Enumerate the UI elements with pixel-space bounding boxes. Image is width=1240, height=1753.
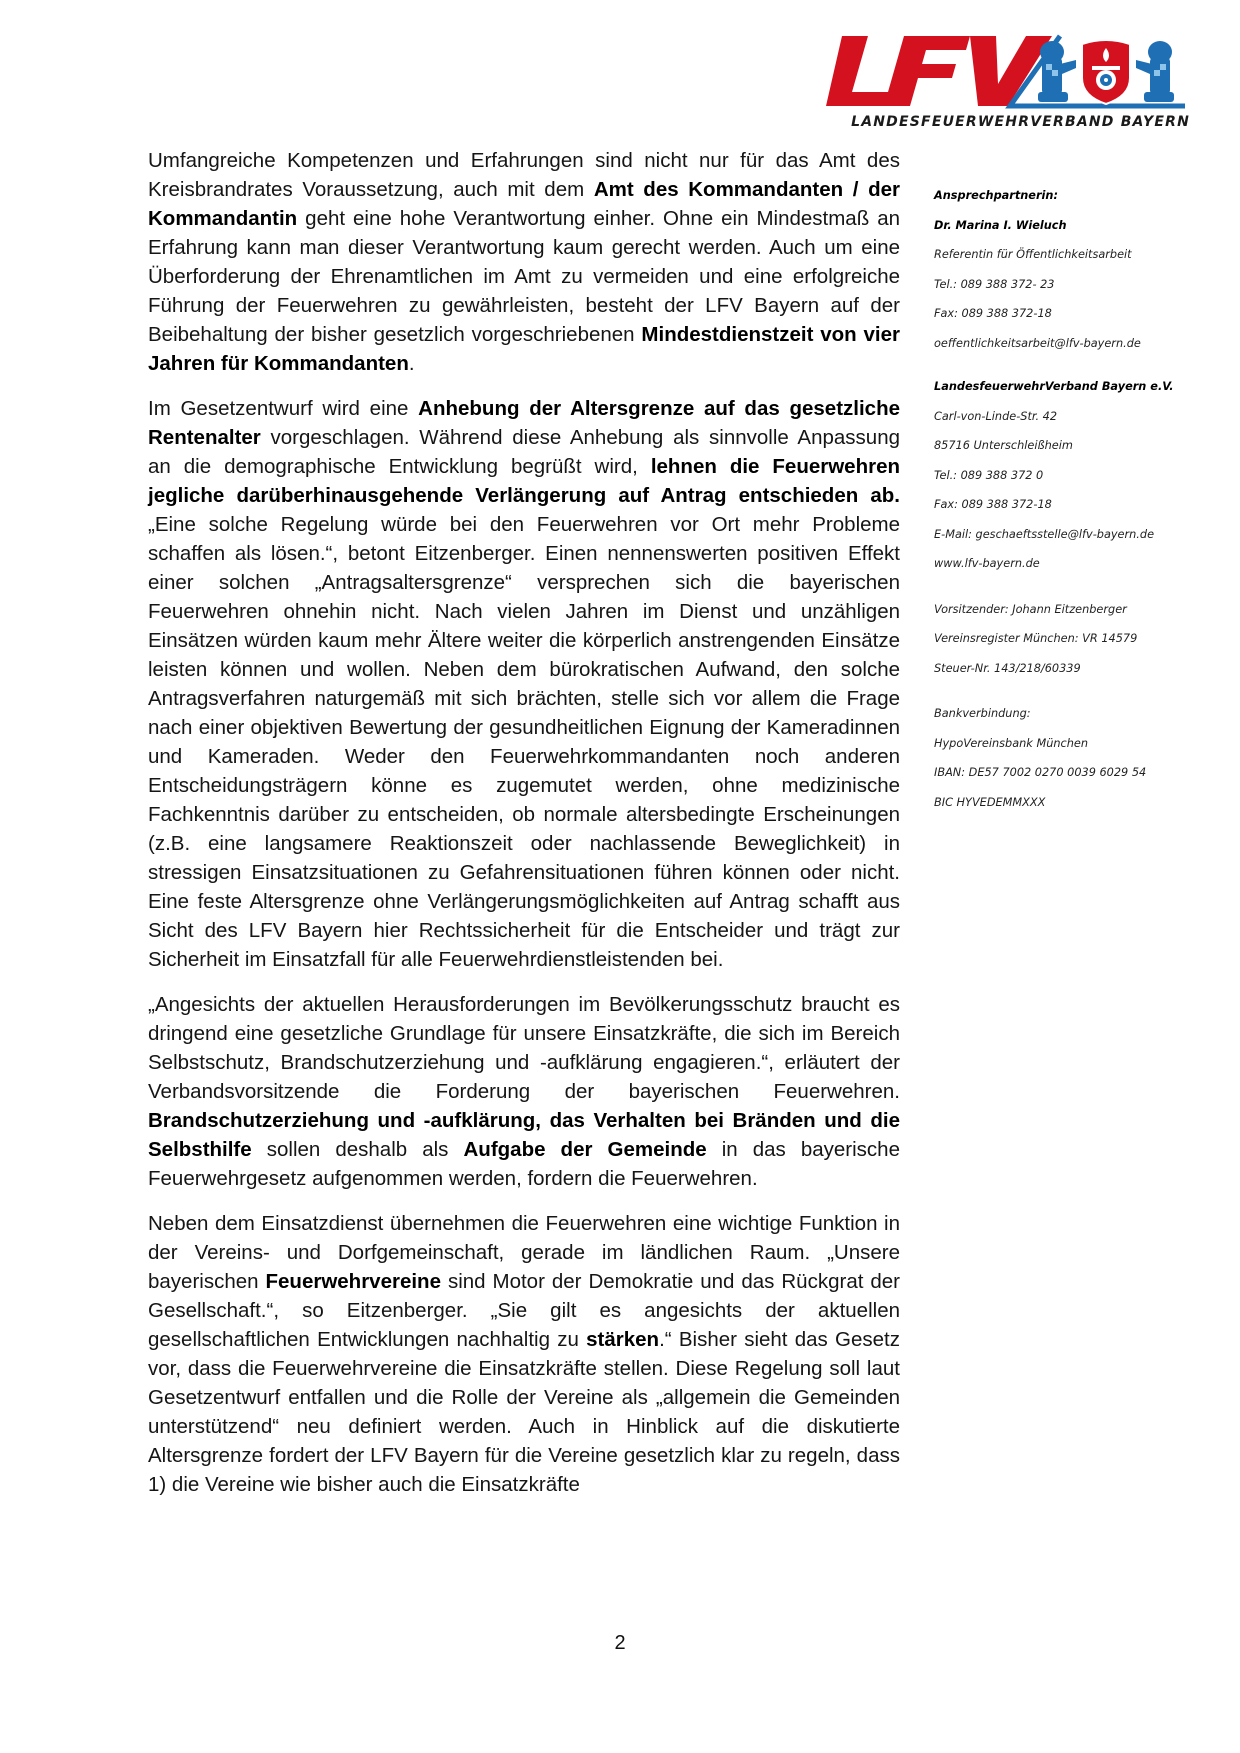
emphasis: Aufgabe der Gemeinde [463, 1138, 707, 1161]
org-street: Carl-von-Linde-Str. 42 [934, 409, 1058, 423]
org-tel: Tel.: 089 388 372 0 [934, 468, 1044, 482]
text: Im Gesetzentwurf wird eine [148, 397, 419, 420]
emphasis: Amt des Kommandanten / der Kommandantin [148, 178, 900, 230]
text: vorgeschlagen. Während diese Anhebung als sinnvolle Anpassung an die demographische Entwicklung begrüßt wird, [148, 426, 900, 478]
emphasis: Anhebung der Altersgrenze auf das gesetzliche Rentenalter [148, 397, 900, 449]
paragraph-commander-service [148, 146, 900, 378]
contact-sidebar [934, 188, 1204, 824]
org-email-link[interactable]: E-Mail: geschaeftsstelle@lfv-bayern.de [934, 527, 1155, 541]
text: „Angesichts der aktuellen Herausforderungen im Bevölkerungsschutz braucht es dringend eine gesetzliche Grundlage für unsere Einsatzkräfte, die sich im Bereich Selbstschutz, Brandschutzerziehung und -aufklärung engagieren.“, erläutert der Verbandsvorsitzende die Forderung der bayerischen Feuerwehren. [148, 993, 900, 1103]
bank-bic: BIC HYVEDEMMXXX [934, 795, 1046, 809]
text: . [408, 352, 415, 375]
contact-role: Referentin für Öffentlichkeitsarbeit [934, 248, 1132, 261]
org-city: 85716 Unterschleißheim [934, 439, 1073, 452]
text: sollen deshalb als [251, 1138, 464, 1161]
association-register: Vereinsregister München: VR 14579 [934, 632, 1138, 645]
text: Neben dem Einsatzdienst übernehmen die Feuerwehren eine wichtige Funktion in der Vereins- und Dorfgemeinschaft, gerade im ländlichen Raum. „Unsere bayerischen [148, 1212, 900, 1293]
org-name: LandesfeuerwehrVerband Bayern e.V. [934, 380, 1174, 393]
spacer [934, 586, 1204, 602]
bank-iban: IBAN: DE57 7002 0270 0039 6029 54 [934, 766, 1147, 779]
lfv-logo-icon [820, 34, 1190, 114]
contact-email-link[interactable]: oeffentlichkeitsarbeit@lfv-bayern.de [934, 336, 1141, 350]
org-fax: Fax: 089 388 372-18 [934, 498, 1052, 511]
contact-name: Dr. Marina I. Wieluch [934, 218, 1067, 232]
bank-label: Bankverbindung: [934, 707, 1031, 720]
text: geht eine hohe Verantwortung einher. Ohne ein Mindestmaß an Erfahrung kann man dieser Verantwortung kaum gerecht werden. Auch um eine Überforderung der Ehrenamtlichen im Amt zu vermeiden und eine erfolgreiche Führung der Feuerwehren zu gewährleisten, besteht der LFV Bayern auf der Beibehaltung der bisher gesetzlich vorgeschriebenen [148, 207, 900, 346]
text: „Eine solche Regelung würde bei den Feuerwehren vor Ort mehr Probleme schaffen als lösen.“, betont Eitzenberger. Einen nennenswerten positiven Effekt einer solchen „Antragsaltersgrenze“ versprechen sich die bayerischen Feuerwehren ohnehin nicht. Nach vielen Jahren im Dienst und unzähligen Einsätzen würden kaum mehr Ältere weiter die körperlich anstrengenden Einsätze leisten können und wollen. Neben dem bürokratischen Aufwand, den solche Antragsverfahren naturgemäß mit sich brächten, stelle sich vor allem die Frage nach einer objektiven Bewertung der gesundheitlichen Eignung der Kameradinnen und Kameraden. Weder den Feuerwehrkommandanten noch anderen Entscheidungsträgern könne es zugemutet werden, ohne medizinische Fachkenntnis darüber zu entscheiden, ob normale altersbedingte Erscheinungen (z.B. eine langsamere Reaktionszeit oder nachlassende Beweglichkeit) in stressigen Einsatzsituationen zu Gefahrensituationen führen können oder nicht. Eine feste Altersgrenze ohne Verlängerungsmöglichkeiten auf Antrag schafft aus Sicht des LFV Bayern hier Rechtssicherheit für die Entscheider und trägt zur Sicherheit im Einsatzfall für alle Feuerwehrdienstleistenden bei. [148, 513, 900, 971]
text: .“ Bisher sieht das Gesetz vor, dass die Feuerwehrvereine die Einsatzkräfte stellen. Diese Regelung soll laut Gesetzentwurf entfallen und die Rolle der Vereine als „allgemein die Gemeinden unterstützend“ neu definiert werden. Auch in Hinblick auf die diskutierte Altersgrenze fordert der LFV Bayern für die Vereine gesetzlich klar zu regeln, dass 1) die Vereine wie bisher auch die Einsatzkräfte [148, 1328, 900, 1496]
org-website-link[interactable]: www.lfv-bayern.de [934, 557, 1040, 570]
paragraph-fire-education [148, 990, 900, 1193]
text: sind Motor der Demokratie und das Rückgrat der Gesellschaft.“, so Eitzenberger. „Sie gilt es angesichts der aktuellen gesellschaftlichen Entwicklungen nachhaltig zu [148, 1270, 900, 1351]
emphasis: Mindestdienstzeit von vier Jahren für Kommandanten [148, 323, 900, 375]
emphasis: Brandschutzerziehung und -aufklärung, das Verhalten bei Bränden und die Selbsthilfe [148, 1109, 900, 1161]
tax-number: Steuer-Nr. 143/218/60339 [934, 661, 1081, 675]
spacer [934, 365, 1204, 379]
article-body [148, 146, 900, 1515]
paragraph-age-limit [148, 394, 900, 974]
spacer [934, 690, 1204, 706]
lfv-logo [820, 34, 1190, 134]
bank-name: HypoVereinsbank München [934, 736, 1088, 750]
page-number: 2 [614, 1632, 626, 1654]
contact-fax: Fax: 089 388 372-18 [934, 307, 1052, 320]
contact-tel: Tel.: 089 388 372- 23 [934, 277, 1055, 291]
text: Umfangreiche Kompetenzen und Erfahrungen sind nicht nur für das Amt des Kreisbrandrates Voraussetzung, auch mit dem [148, 149, 900, 201]
paragraph-fire-associations [148, 1209, 900, 1499]
contact-label: Ansprechpartnerin: [934, 189, 1058, 202]
emphasis: stärken [586, 1328, 660, 1351]
logo-subtitle: LANDESFEUERWEHRVERBAND BAYERN [851, 114, 1190, 130]
chairman: Vorsitzender: Johann Eitzenberger [934, 602, 1127, 616]
emphasis: lehnen die Feuerwehren jegliche darüberhinausgehende Verlängerung auf Antrag entschieden ab. [148, 455, 901, 507]
text: in das bayerische Feuerwehrgesetz aufgenommen werden, fordern die Feuerwehren. [148, 1138, 900, 1190]
emphasis: Feuerwehrvereine [265, 1270, 441, 1293]
